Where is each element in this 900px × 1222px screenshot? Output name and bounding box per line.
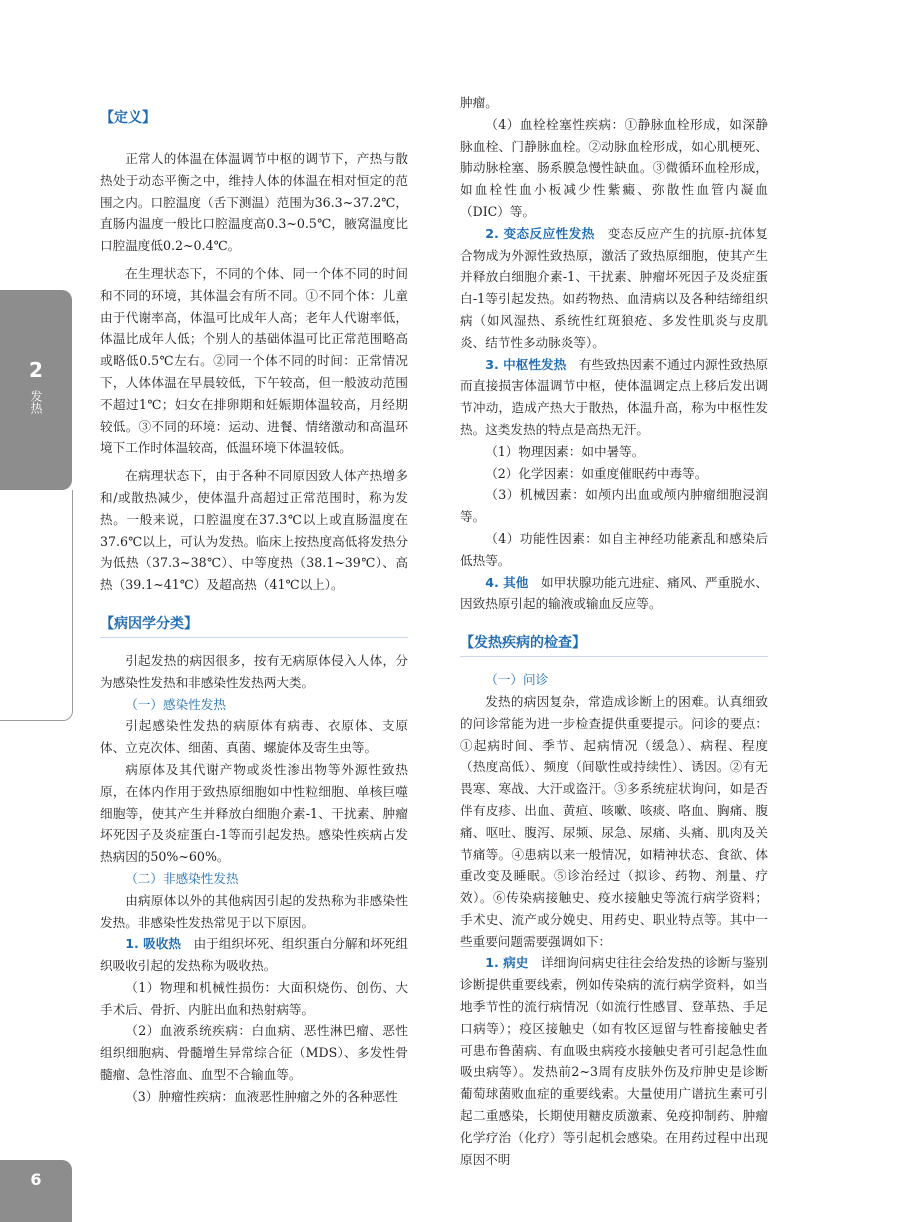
side-border xyxy=(0,490,73,721)
keyword-other: 4. 其他 xyxy=(485,574,529,590)
paragraph-history xyxy=(460,952,768,1170)
paragraph: （2）化学因素：如重度催眠药中毒等。 xyxy=(485,465,708,481)
paragraph: （3）机械因素：如颅内出血或颅内肿瘤细胞浸润等。 xyxy=(460,487,768,525)
section-etiology-title xyxy=(100,612,408,636)
left-column xyxy=(100,92,408,1108)
subsection-infectious: （一）感染性发热 xyxy=(125,696,226,712)
keyword-absorption-fever: 1. 吸收热 xyxy=(125,936,181,952)
chapter-label-text: 发热 xyxy=(29,390,43,414)
paragraph: 在病理状态下，由于各种不同原因致人体产热增多和/或散热减少，使体温升高超过正常范围时，称为发热。一般来说，口腔温度在37.3℃以上或直肠温度在37.6℃以上，可认为发热。临床上按热度高低将发热分为低热（37.3~38℃）、中等度热（38.1~39℃）、高热（39.1~41℃）及超高热（41℃以上）。 xyxy=(100,468,408,593)
paragraph: 在生理状态下，不同的个体、同一个体不同的时间和不同的环境，其体温会有所不同。①不同个体：儿童由于代谢率高，体温可比成年人高；老年人代谢率低，体温比成年人低；个别人的基础体温可比正常范围略高或略低0.5℃左右。②同一个体不同的时间：正常情况下，人体体温在早晨较低，下午较高，但一般波动范围不超过1℃；妇女在排卵期和妊娠期体温较高，月经期较低。③不同的环境：运动、进餐、情绪激动和高温环境下工作时体温较高，低温环境下体温较低。 xyxy=(100,265,408,456)
chapter-tab xyxy=(0,290,72,490)
chapter-number: 2 xyxy=(29,358,43,382)
right-column xyxy=(460,92,768,1170)
paragraph-text: 有些致热因素不通过内源性致热原而直接损害体温调节中枢，使体温调定点上移后发出调节冲动，造成产热大于散热，体温升高，称为中枢性发热。这类发热的特点是高热无汗。 xyxy=(460,356,769,437)
paragraph: 引起感染性发热的病原体有病毒、衣原体、支原体、立克次体、细菌、真菌、螺旋体及寄生虫等。 xyxy=(100,718,408,756)
subsection-inquiry: （一）问诊 xyxy=(485,672,549,688)
paragraph-central xyxy=(460,354,768,441)
section-underline xyxy=(100,637,408,638)
section-title-text: 【定义】 xyxy=(100,110,156,126)
page-number: 6 xyxy=(0,1160,72,1222)
paragraph-text: 详细询问病史往往会给发热的诊断与鉴别诊断提供重要线索，例如传染病的流行病学资料，如当地季节性的流行病情况（如流行性感冒、登革热、手足口病等）；疫区接触史（如有牧区逗留与牲畜接触史者可患布鲁菌病、有血吸虫病疫水接触史者可引起急性血吸虫病等）。发热前2~3周有皮肤外伤及疖肿史是诊断葡萄球菌败血症的重要线索。大量使用广谱抗生素可引起二重感染，长期使用糖皮质激素、免疫抑制药、肿瘤化学疗治（化疗）等引起机会感染。在用药过程中出现原因不明 xyxy=(460,955,769,1167)
paragraph: 引起发热的病因很多，按有无病原体侵入人体，分为感染性发热和非感染性发热两大类。 xyxy=(100,652,408,690)
keyword-central-fever: 3. 中枢性发热 xyxy=(485,356,567,372)
paragraph: 由病原体以外的其他病因引起的发热称为非感染性发热。非感染性发热常见于以下原因。 xyxy=(100,892,408,930)
subsection-noninfectious: （二）非感染性发热 xyxy=(125,870,239,886)
paragraph: （4）功能性因素：如自主神经功能紊乱和感染后低热等。 xyxy=(460,530,768,568)
paragraph: （4）血栓栓塞性疾病：①静脉血栓形成，如深静脉血栓、门静脉血栓。②动脉血栓形成，如心肌梗死、肺动脉栓塞、肠系膜急慢性缺血。③微循环血栓形成，如血栓性血小板减少性紫癜、弥散性血管内凝血（DIC）等。 xyxy=(460,116,768,219)
section-examination-title xyxy=(460,631,768,655)
paragraph-allergic xyxy=(460,223,768,354)
section-title-text: 【发热疾病的检查】 xyxy=(460,635,586,652)
keyword-history: 1. 病史 xyxy=(485,955,529,971)
keyword-allergic-fever: 2. 变态反应性发热 xyxy=(485,225,595,241)
paragraph: （1）物理和机械性损伤：大面积烧伤、创伤、大手术后、骨折、内脏出血和热射病等。 xyxy=(100,979,408,1017)
paragraph: 肿瘤。 xyxy=(460,95,498,110)
paragraph: （2）血液系统疾病：白血病、恶性淋巴瘤、恶性组织细胞病、骨髓增生异常综合征（MDS）、多发性骨髓瘤、急性溶血、血型不合输血等。 xyxy=(100,1023,408,1083)
paragraph-absorption xyxy=(100,933,408,977)
paragraph: 正常人的体温在体温调节中枢的调节下，产热与散热处于动态平衡之中，维持人体的体温在相对恒定的范围之内。口腔温度（舌下测温）范围为36.3~37.2℃，直肠内温度一般比口腔温度高0.3~0.5℃，腋窝温度比口腔温度低0.2~0.4℃。 xyxy=(100,151,408,254)
paragraph-text: 由于组织坏死、组织蛋白分解和坏死组织吸收引起的发热称为吸收热。 xyxy=(100,936,409,974)
paragraph: 发热的病因复杂，常造成诊断上的困难。认真细致的问诊常能为进一步检查提供重要提示。问诊的要点：①起病时间、季节、起病情况（缓急）、病程、程度（热度高低）、频度（间歇性或持续性）、诱因。②有无畏寒、寒战、大汗或盗汗。③多系统症状询问，如是否伴有皮疹、出血、黄疸、咳嗽、咳痰、咯血、胸痛、腹痛、呕吐、腹泻、尿频、尿急、尿痛、头痛、肌肉及关节痛等。④患病以来一般情况，如精神状态、食欲、体重改变及睡眠。⑤诊治经过（拟诊、药物、剂量、疗效）。⑥传染病接触史、疫水接触史等流行病学资料；手术史、流产或分娩史、用药史、职业特点等。其中一些重要问题需要强调如下： xyxy=(460,693,768,949)
paragraph: （1）物理因素：如中暑等。 xyxy=(485,443,645,459)
paragraph-other xyxy=(460,572,768,616)
chapter-label xyxy=(0,390,72,417)
paragraph: 病原体及其代谢产物或炎性渗出物等外源性致热原，在体内作用于致热原细胞如中性粒细胞、单核巨噬细胞等，使其产生并释放白细胞介素-1、干扰素、肿瘤坏死因子及炎症蛋白-1等而引起发热。感染性疾病占发热病因的50%~60%。 xyxy=(100,761,408,865)
section-underline xyxy=(460,656,768,657)
section-title-text: 【病因学分类】 xyxy=(100,615,198,632)
paragraph-text: 如甲状腺功能亢进症、痛风、严重脱水、因致热原引起的输液或输血反应等。 xyxy=(460,574,769,612)
paragraph: （3）肿瘤性疾病：血液恶性肿瘤之外的各种恶性 xyxy=(125,1088,398,1104)
section-definition-title xyxy=(100,106,408,130)
paragraph-text: 变态反应产生的抗原-抗体复合物成为外源性致热原，激活了致热原细胞，使其产生并释放白细胞介素-1、干扰素、肿瘤坏死因子及炎症蛋白-1等引起发热。如药物热、血清病以及各种结缔组织病（如风湿热、系统性红斑狼疮、多发性肌炎与皮肌炎、结节性多动脉炎等）。 xyxy=(460,225,768,350)
